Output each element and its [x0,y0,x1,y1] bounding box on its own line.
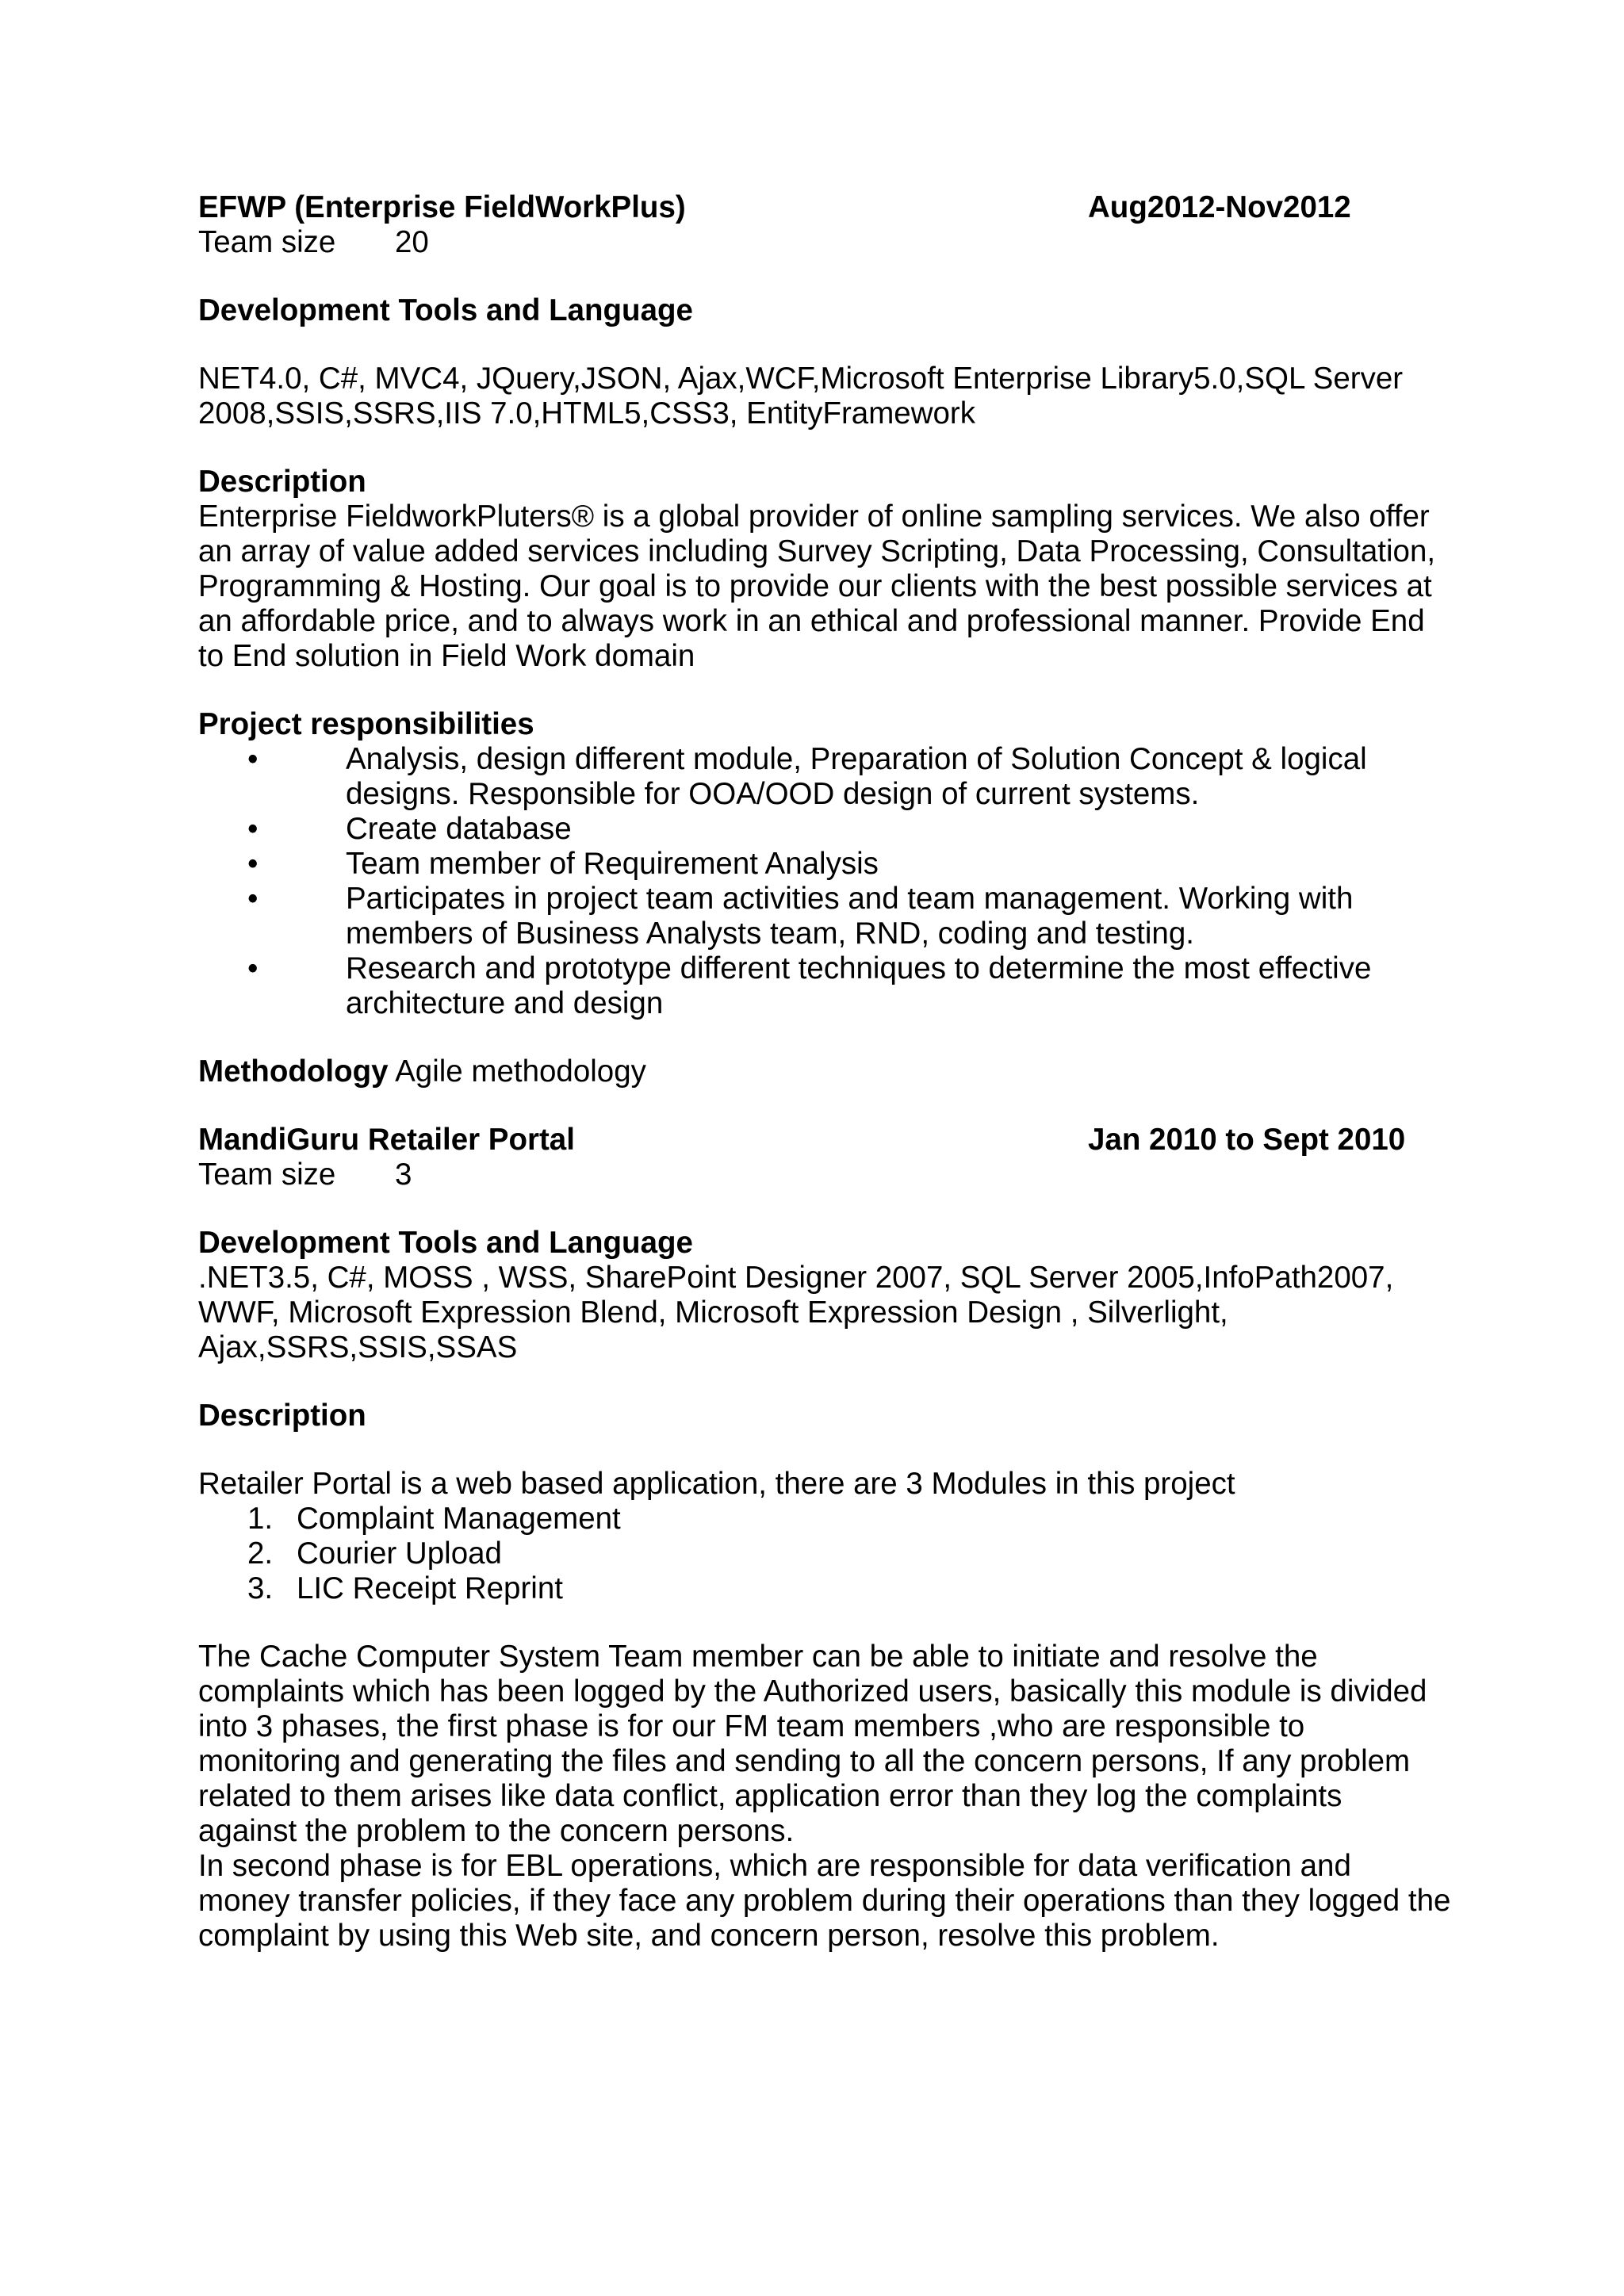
project1-description [198,499,1451,674]
team-size-value: 3 [395,1158,412,1192]
body-line: complaints which has been logged by the Authorized users, basically this module is divided [198,1674,1427,1709]
project1-dates: Aug2012-Nov2012 [1088,190,1351,224]
tools-line: NET4.0, C#, MVC4, JQuery,JSON, Ajax,WCF,Microsoft Enterprise Library5.0,SQL Server [198,362,1404,396]
project1-responsibilities-heading: Project responsibilities [198,707,534,741]
body-line: against the problem to the concern persons. [198,1814,795,1848]
project2-team-size [198,1158,1451,1192]
tools-line: 2008,SSIS,SSRS,IIS 7.0,HTML5,CSS3, EntityFramework [198,396,975,430]
methodology-label: Methodology [198,1054,389,1089]
description-line: an affordable price, and to always work in an ethical and professional manner. Provide End [198,604,1425,638]
responsibilities-list [198,742,1451,1021]
list-item: • Analysis, design different module, Preparation of Solution Concept & logical designs. Responsible for OOA/OOD design of current systems. [247,742,1367,811]
project2-body [198,1640,1451,1954]
tools-line: Ajax,SSRS,SSIS,SSAS [198,1330,518,1364]
project1-team-size [198,225,1451,260]
bullet-icon: • [247,742,259,776]
project1-tools-heading: Development Tools and Language [198,293,693,327]
list-item: • Participates in project team activities and team management. Working with members of Business Analysts team, RND, coding and testing. [247,882,1354,951]
project2-tools-heading: Development Tools and Language [198,1226,693,1260]
bullet-icon: • [247,951,259,985]
project1-methodology [198,1054,1451,1089]
list-item: 2. Courier Upload [247,1536,502,1571]
resume-page [198,190,1451,1954]
list-item: 3. LIC Receipt Reprint [247,1571,563,1605]
project2-description-heading: Description [198,1399,366,1433]
team-size-label: Team size [198,1158,336,1192]
description-line: to End solution in Field Work domain [198,639,695,673]
team-size-value: 20 [395,225,429,259]
project1-tools [198,362,1451,431]
bullet-icon: • [247,847,259,881]
list-item: • Research and prototype different techniques to determine the most effective architecture and design [247,951,1372,1020]
project1-title: EFWP (Enterprise FieldWorkPlus) [198,190,686,224]
body-line: monitoring and generating the files and sending to all the concern persons, If any problem [198,1744,1411,1778]
bullet-icon: • [247,882,259,916]
project2-dates: Jan 2010 to Sept 2010 [1088,1123,1406,1157]
list-item: • Team member of Requirement Analysis [247,847,879,881]
project2-header [198,1123,1451,1158]
project2-tools [198,1261,1451,1365]
project1-description-heading: Description [198,465,366,499]
modules-list [198,1502,1451,1606]
bullet-icon: • [247,812,259,846]
body-line: The Cache Computer System Team member can be able to initiate and resolve the [198,1640,1318,1674]
team-size-label: Team size [198,225,336,259]
body-line: money transfer policies, if they face any problem during their operations than they logged the [198,1884,1451,1918]
tools-line: WWF, Microsoft Expression Blend, Microsoft Expression Design , Silverlight, [198,1295,1228,1330]
project2-intro: Retailer Portal is a web based application, there are 3 Modules in this project [198,1467,1235,1501]
project2-title: MandiGuru Retailer Portal [198,1123,575,1157]
body-line: into 3 phases, the first phase is for our FM team members ,who are responsible to [198,1709,1305,1743]
description-line: Programming & Hosting. Our goal is to provide our clients with the best possible services at [198,569,1432,603]
description-line: an array of value added services including Survey Scripting, Data Processing, Consultation, [198,534,1436,568]
list-item: • Create database [247,812,572,846]
list-item: 1. Complaint Management [247,1502,621,1536]
project1-header [198,190,1451,225]
body-line: related to them arises like data conflict, application error than they log the complaints [198,1779,1342,1813]
description-line: Enterprise FieldworkPluters® is a global provider of online sampling services. We also offer [198,499,1430,534]
methodology-value: Agile methodology [388,1054,646,1089]
tools-line: .NET3.5, C#, MOSS , WSS, SharePoint Designer 2007, SQL Server 2005,InfoPath2007, [198,1261,1394,1295]
body-line: In second phase is for EBL operations, which are responsible for data verification and [198,1849,1351,1883]
body-line: complaint by using this Web site, and concern person, resolve this problem. [198,1919,1220,1953]
